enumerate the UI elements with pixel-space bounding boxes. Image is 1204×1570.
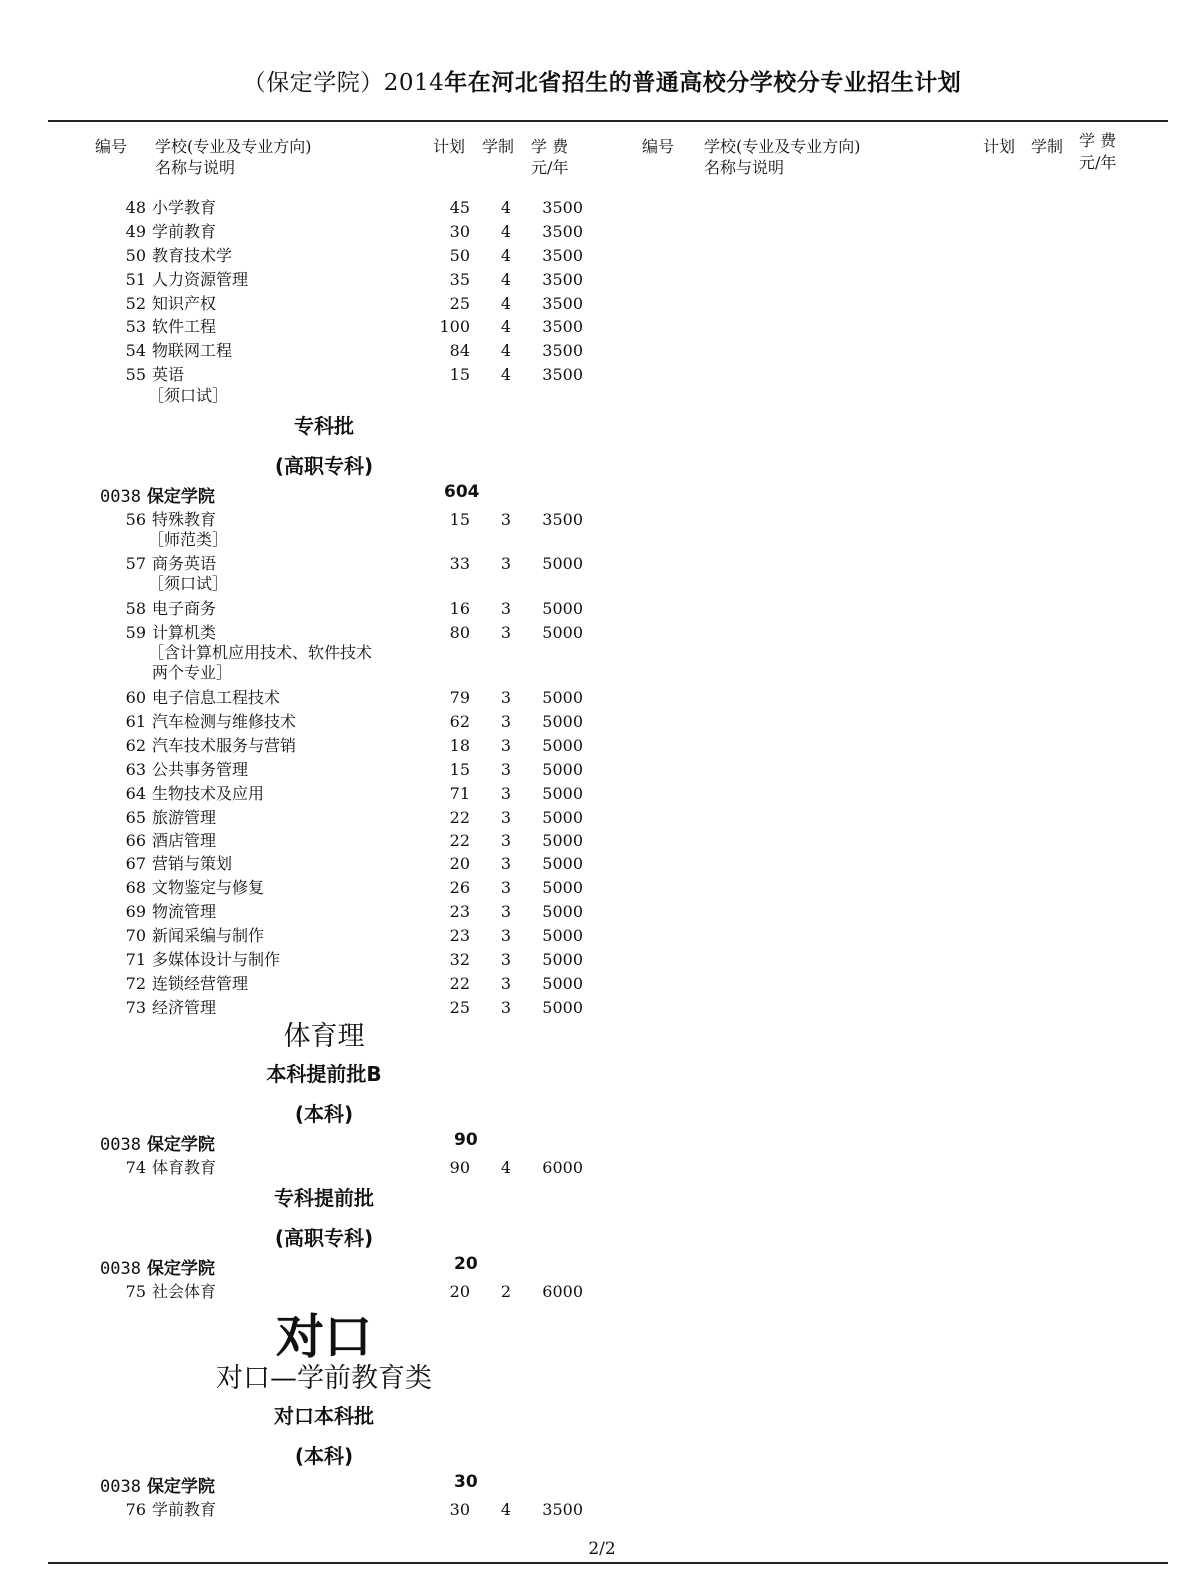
- section-heading: (本科): [294, 1102, 354, 1126]
- section-heading: (本科): [294, 1444, 354, 1468]
- school-code: 0038: [100, 1135, 141, 1155]
- school-row: [100, 1254, 215, 1279]
- header-num-right: 编号: [642, 137, 675, 156]
- section-heading: 对口—学前教育类: [216, 1363, 432, 1394]
- school-code: 0038: [100, 487, 141, 507]
- school-name: 保定学院: [146, 1135, 215, 1155]
- section-heading: (高职专科): [274, 454, 374, 478]
- title-prefix: （保定学院）2014: [242, 70, 445, 96]
- school-code: 0038: [100, 1259, 141, 1279]
- school-name: 保定学院: [146, 1259, 215, 1279]
- school-plan: 30: [454, 1472, 478, 1492]
- row-note: ［须口试］: [148, 386, 229, 405]
- header-fee-line1-right: 学 费: [1079, 131, 1117, 150]
- row-note: 两个专业］: [152, 663, 233, 682]
- school-row: [100, 1472, 215, 1497]
- header-school-line1: 学校(专业及专业方向): [155, 137, 312, 156]
- header-school-line2-right: 名称与说明: [704, 158, 785, 177]
- section-heading: 体育理: [283, 1021, 365, 1052]
- school-row: [100, 1130, 215, 1155]
- header-plan-right: 计划: [983, 137, 1016, 156]
- school-name: 保定学院: [146, 1477, 215, 1497]
- header-num: 编号: [95, 137, 128, 156]
- header-school-line1-right: 学校(专业及专业方向): [704, 137, 861, 156]
- row-note: ［须口试］: [148, 574, 229, 593]
- section-heading: (高职专科): [274, 1226, 374, 1250]
- section-heading: 对口本科批: [274, 1404, 374, 1428]
- header-duration: 学制: [482, 137, 515, 156]
- page-number: 2/2: [588, 1539, 616, 1559]
- school-code: 0038: [100, 1477, 141, 1497]
- section-heading: 专科批: [294, 414, 354, 438]
- top-divider: [48, 120, 1168, 122]
- section-heading: 本科提前批B: [266, 1062, 382, 1086]
- bottom-divider: [48, 1562, 1168, 1564]
- section-heading: 专科提前批: [274, 1186, 374, 1210]
- title-main: 年在河北省招生的普通高校分学校分专业招生计划: [444, 70, 962, 96]
- header-fee-line1: 学 费: [531, 137, 569, 156]
- school-row: [100, 482, 215, 507]
- header-fee-line2: 元/年: [531, 158, 569, 177]
- row-note: ［含计算机应用技术、软件技术: [148, 643, 373, 662]
- school-plan: 604: [444, 482, 480, 502]
- section-heading: 对口: [275, 1309, 372, 1365]
- header-duration-right: 学制: [1031, 137, 1064, 156]
- school-plan: 90: [454, 1130, 478, 1150]
- school-name: 保定学院: [146, 487, 215, 507]
- header-plan: 计划: [433, 137, 466, 156]
- school-plan: 20: [454, 1254, 478, 1274]
- row-note: ［师范类］: [148, 530, 229, 549]
- header-fee-line2-right: 元/年: [1079, 153, 1117, 172]
- header-school-line2: 名称与说明: [155, 158, 236, 177]
- page-title: [0, 64, 1204, 97]
